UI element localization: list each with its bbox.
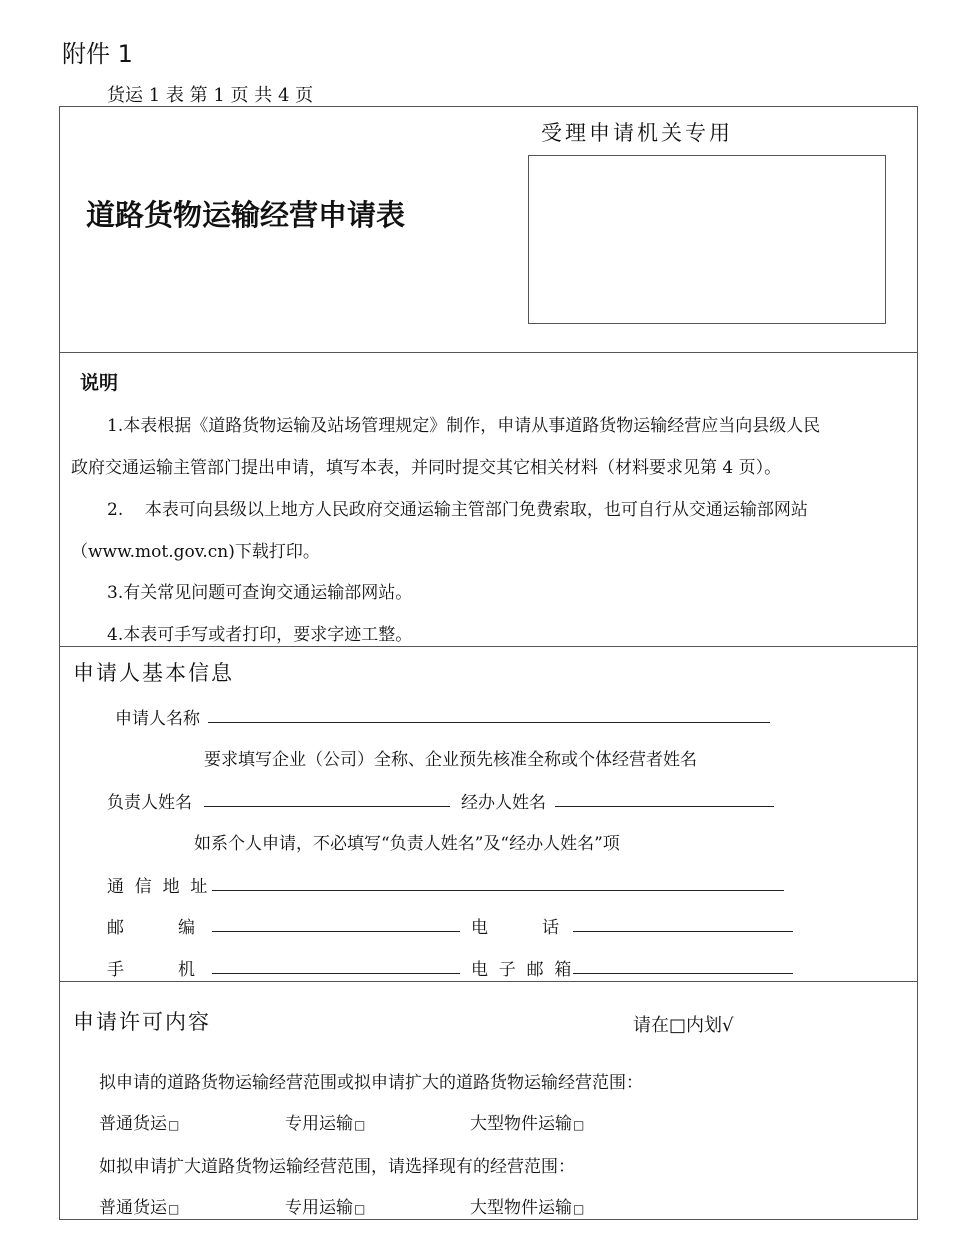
option-label: 大型物件运输 xyxy=(470,1198,572,1218)
email-label: 电 子 邮 箱 xyxy=(471,960,572,980)
attachment-label: 附件 1 xyxy=(62,40,133,68)
personal-application-hint: 如系个人申请，不必填写“负责人姓名”及“经办人姓名”项 xyxy=(194,834,620,854)
handler-name-label: 经办人姓名 xyxy=(461,793,546,813)
instructions-heading: 说明 xyxy=(80,372,119,394)
address-label: 通 信 地 址 xyxy=(107,877,208,897)
existing-option-special-transport[interactable] xyxy=(285,1193,365,1218)
instruction-item-3: 3.有关常见问题可查询交通运输部网站。 xyxy=(107,583,413,603)
instruction-item-1: 1.本表根据《道路货物运输及站场管理规定》制作，申请从事道路货物运输经营应当向县级人民 xyxy=(107,416,821,436)
option-special-transport[interactable] xyxy=(285,1109,365,1134)
form-title: 道路货物运输经营申请表 xyxy=(86,198,406,232)
phone-field[interactable] xyxy=(573,931,793,932)
checkbox-icon[interactable]: □ xyxy=(354,1202,366,1216)
checkbox-icon[interactable]: □ xyxy=(354,1118,366,1132)
option-label: 普通货运 xyxy=(99,1114,167,1134)
option-label: 专用运输 xyxy=(285,1198,353,1218)
instruction-item-2: 2. 本表可向县级以上地方人民政府交通运输主管部门免费索取，也可自行从交通运输部网站 xyxy=(107,500,808,520)
instruction-item-2-cont: （www.mot.gov.cn)下载打印。 xyxy=(71,542,320,562)
instruction-item-4: 4.本表可手写或者打印，要求字迹工整。 xyxy=(107,625,413,645)
checkbox-icon[interactable]: □ xyxy=(573,1202,585,1216)
option-label: 专用运输 xyxy=(285,1114,353,1134)
instruction-item-1-cont: 政府交通运输主管部门提出申请，填写本表，并同时提交其它相关材料（材料要求见第 4 页）。 xyxy=(71,458,782,478)
option-label: 大型物件运输 xyxy=(470,1114,572,1134)
section-divider xyxy=(59,981,917,982)
mobile-label: 手 机 xyxy=(107,960,196,980)
existing-scope-question: 如拟申请扩大道路货物运输经营范围，请选择现有的经营范围： xyxy=(99,1157,575,1177)
existing-option-general-freight[interactable] xyxy=(99,1193,179,1218)
section-divider xyxy=(59,352,917,353)
applicant-name-field[interactable] xyxy=(208,722,770,723)
email-field[interactable] xyxy=(573,973,793,974)
scope-question: 拟申请的道路货物运输经营范围或拟申请扩大的道路货物运输经营范围： xyxy=(99,1073,643,1093)
handler-name-field[interactable] xyxy=(555,806,774,807)
permit-heading: 申请许可内容 xyxy=(73,1010,211,1034)
option-large-cargo[interactable] xyxy=(470,1109,584,1134)
official-use-box xyxy=(528,155,886,324)
section-divider xyxy=(59,646,917,647)
page-info: 货运 1 表 第 1 页 共 4 页 xyxy=(107,85,314,106)
option-general-freight[interactable] xyxy=(99,1109,179,1134)
checkbox-icon[interactable]: □ xyxy=(573,1118,585,1132)
official-use-label: 受理申请机关专用 xyxy=(541,121,733,145)
responsible-person-label: 负责人姓名 xyxy=(107,793,192,813)
mobile-field[interactable] xyxy=(212,973,460,974)
checkbox-icon[interactable]: □ xyxy=(168,1118,180,1132)
checkbox-icon[interactable]: □ xyxy=(168,1202,180,1216)
postcode-label: 邮 编 xyxy=(107,918,196,938)
applicant-name-hint: 要求填写企业（公司）全称、企业预先核准全称或个体经营者姓名 xyxy=(204,750,697,770)
phone-label: 电 话 xyxy=(471,918,560,938)
applicant-name-label: 申请人名称 xyxy=(115,709,200,729)
address-field[interactable] xyxy=(212,890,784,891)
responsible-person-field[interactable] xyxy=(204,806,450,807)
applicant-heading: 申请人基本信息 xyxy=(73,661,234,685)
postcode-field[interactable] xyxy=(212,931,460,932)
tick-instruction: 请在□内划√ xyxy=(633,1015,734,1036)
existing-option-large-cargo[interactable] xyxy=(470,1193,584,1218)
option-label: 普通货运 xyxy=(99,1198,167,1218)
